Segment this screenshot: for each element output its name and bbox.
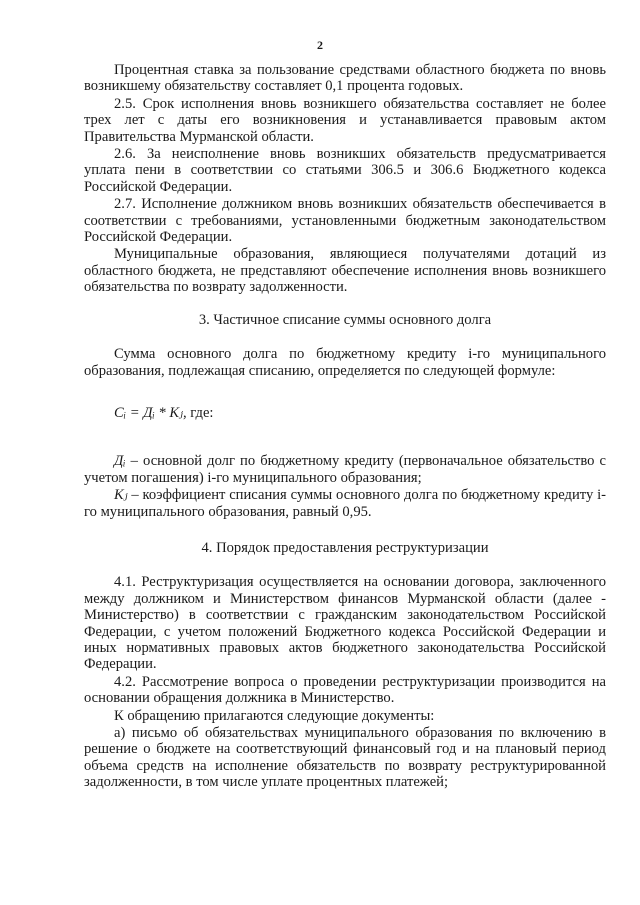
definition-k-text: – коэффициент списания суммы основного долга по бюджетному кредиту i-го муниципального образования, равный 0,95. (84, 487, 606, 520)
paragraph-4-2: 4.2. Рассмотрение вопроса о проведении реструктуризации производится на основании обращения должника в Министерство. (84, 673, 606, 707)
definition-coefficient (84, 487, 606, 520)
section-3-intro: Сумма основного долга по бюджетному кредиту i-го муниципального образования, подлежащая списанию, определяется по следующей формуле: (84, 346, 606, 379)
paragraph-interest-rate: Процентная ставка за пользование средствами областного бюджета по вновь возникшему обязательству составляет 0,1 процента годовых. (84, 62, 606, 95)
write-off-formula (114, 405, 606, 421)
document-body (84, 62, 606, 792)
section-3-heading: 3. Частичное списание суммы основного долга (198, 311, 492, 328)
definition-d-symbol: Дᵢ (114, 453, 126, 470)
paragraph-municipal: Муниципальные образования, являющиеся получателями дотаций из областного бюджета, не представляют обеспечение исполнения вновь возникшего обязательства по возврату задолженности. (84, 246, 606, 296)
paragraph-documents-intro: К обращению прилагаются следующие документы: (114, 707, 435, 724)
paragraph-2-5: 2.5. Срок исполнения вновь возникшего обязательства составляет не более трех лет с даты его возникновения и устанавливается правовым актом Правительства Мурманской области. (84, 95, 606, 145)
paragraph-item-a: а) письмо об обязательствах муниципального образования по включению в решение о бюджете на соответствующий финансовый год и на плановый период объема средств на исполнение обязательств по возврату реструктурированной задолженности, в том числе уплате процентных платежей; (84, 725, 606, 791)
formula-suffix: , где: (182, 404, 214, 421)
formula-expression: Сᵢ = Дᵢ * Kⱼ (114, 404, 183, 421)
paragraph-4-1: 4.1. Реструктуризация осуществляется на основании договора, заключенного между должником и Министерством финансов Мурманской области (далее - Министерство) в соответствии с гражданским законодательством Российской Федерации, с учетом положений Бюджетного кодекса Российской Федерации и иных нормативных правовых актов бюджетного законодательства Российской Федерации. (84, 574, 606, 673)
section-4-heading: 4. Порядок предоставления реструктуризации (201, 539, 489, 556)
page-number: 2 (317, 38, 323, 52)
definition-k-symbol: Kⱼ (114, 487, 128, 504)
paragraph-2-6: 2.6. За неисполнение вновь возникших обязательств предусматривается уплата пени в соответствии со статьями 306.5 и 306.6 Бюджетного кодекса Российской Федерации. (84, 146, 606, 195)
paragraph-2-7: 2.7. Исполнение должником вновь возникших обязательств обеспечивается в соответствии с требованиями, установленными бюджетным законодательством Российской Федерации. (84, 196, 606, 246)
definition-principal-debt (84, 453, 606, 486)
definition-d-text: – основной долг по бюджетному кредиту (первоначальное обязательство с учетом погашения) i-го муниципального образования; (84, 453, 606, 486)
